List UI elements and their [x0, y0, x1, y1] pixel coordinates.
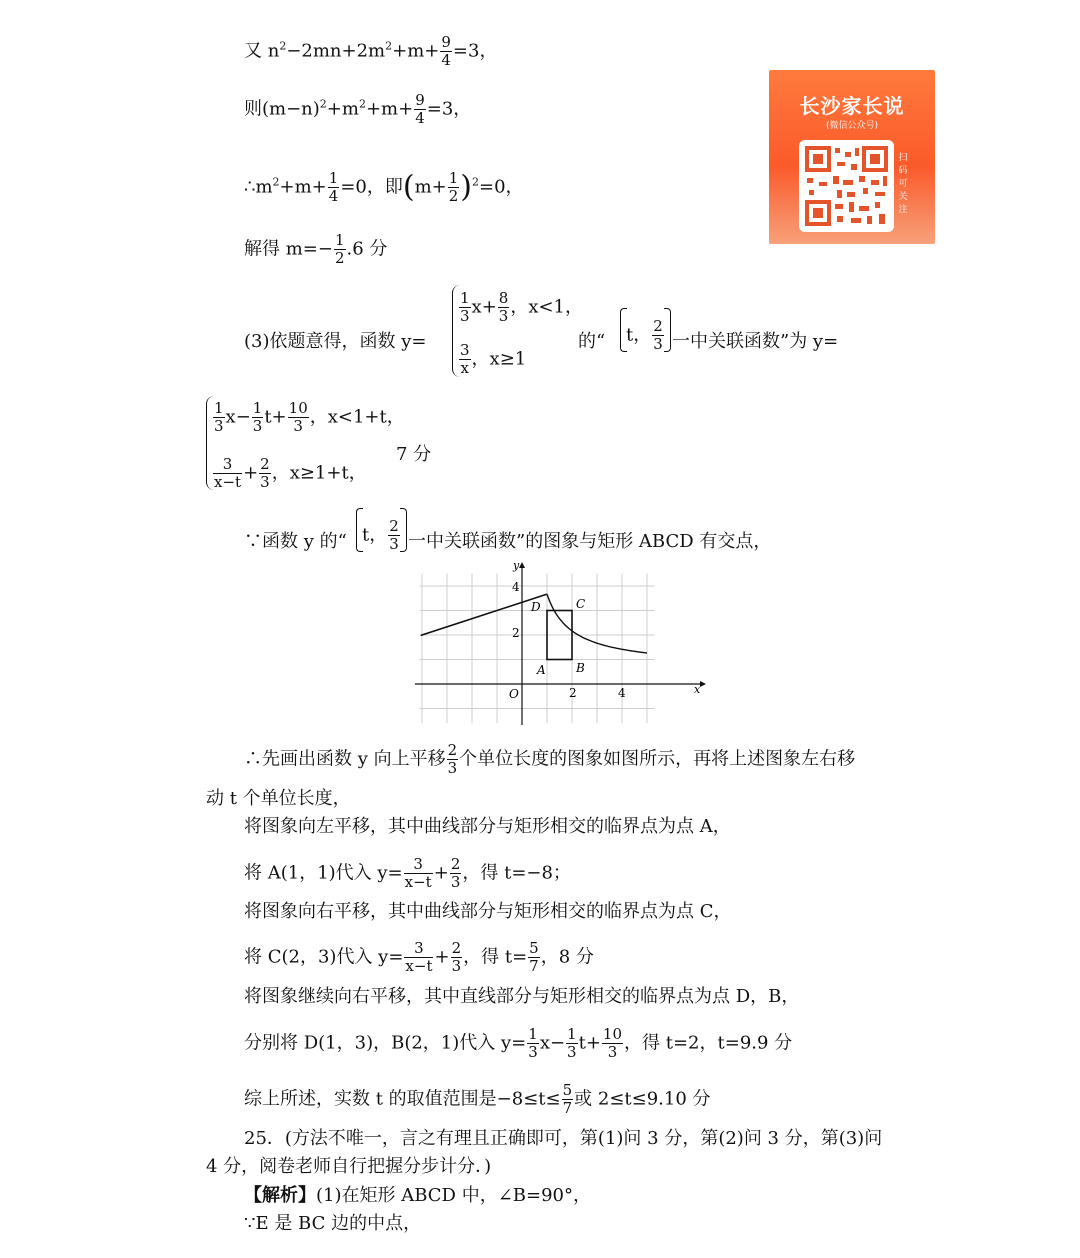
para-4	[244, 856, 571, 891]
point-label-c: C	[576, 597, 586, 611]
text: t，	[626, 324, 652, 346]
qr-ad-banner[interactable]	[769, 70, 935, 244]
fraction: $\frac{1}{3}$	[567, 1025, 577, 1061]
text: ，得 t=2，t=9.9 分	[624, 1032, 793, 1054]
tick-label-y2: 2	[512, 626, 520, 640]
para-13: ∵E 是 BC 边的中点，	[244, 1213, 422, 1234]
point-label-b: B	[576, 661, 585, 675]
point-label-d: D	[531, 600, 541, 614]
bracket-content	[626, 318, 665, 353]
fraction: $\frac{9}{4}$	[441, 33, 451, 69]
fraction: $\frac{1}{3}$	[214, 399, 224, 435]
text: ，x<1+t，	[309, 406, 405, 428]
piecewise-case-2	[458, 342, 526, 377]
tick-label-x2: 2	[569, 686, 577, 700]
text: =0，	[479, 176, 524, 198]
fraction: $\frac{1}{3}$	[528, 1025, 538, 1061]
text: 则(m−n)	[244, 98, 320, 120]
fraction: $\frac{9}{4}$	[415, 91, 425, 127]
fraction: $\frac{2}{3}$	[450, 855, 461, 891]
equation-line-1	[244, 34, 497, 69]
text: +m+	[365, 98, 414, 120]
part3-intro: (3)依题意得，函数 y=	[244, 331, 427, 352]
text: 或 2≤t≤9.10 分	[574, 1088, 711, 1110]
function-graph	[410, 560, 710, 730]
text: 又 n	[244, 40, 280, 62]
fraction: $\frac{3}{x-t}$	[404, 855, 432, 891]
text: +m	[326, 98, 359, 120]
ad-title: 长沙家长说	[799, 94, 905, 118]
text: t，	[362, 524, 388, 546]
fraction: $\frac{2}{3}$	[653, 317, 663, 353]
text: ，x≥1	[471, 348, 527, 370]
text: 2	[385, 39, 393, 53]
fraction: $\frac{5}{7}$	[529, 939, 539, 975]
fraction: $\frac{3}{x-t}$	[405, 939, 433, 975]
text: ，得 t=	[463, 946, 528, 968]
fraction: $\frac{2}{3}$	[260, 455, 270, 491]
fraction: $\frac{2}{3}$	[451, 939, 462, 975]
text: ∴m	[244, 176, 273, 198]
fraction: $\frac{1}{4}$	[328, 169, 339, 205]
piecewise-case-4	[212, 456, 367, 491]
piecewise-case-3	[212, 400, 405, 435]
para-7: 将图象继续向右平移，其中直线部分与矩形相交的临界点为点 D，B，	[244, 986, 800, 1007]
origin-label: O	[509, 687, 519, 701]
text: 一中关联函数”为 y=	[672, 331, 839, 352]
text: 的“	[578, 331, 606, 352]
analysis-tag: 【解析】	[244, 1185, 316, 1206]
text: 2	[319, 97, 327, 111]
text: 2	[272, 175, 280, 189]
para-6	[244, 940, 594, 975]
para-12	[244, 1184, 591, 1208]
fraction: $\frac{8}{3}$	[498, 289, 509, 325]
fraction: $\frac{2}{3}$	[389, 517, 399, 553]
equation-line-3: $\therefore m^2+m+$ $\frac{1}{4}$ =0，即(m+ $\frac{1}{2}$ )$^2$=0，	[244, 169, 524, 205]
text: 一中关联函数”的图象与矩形 ABCD 有交点，	[408, 531, 772, 552]
tick-label-y4: 4	[512, 580, 520, 594]
text: 分别将 D(1，3)，B(2，1)代入 y=	[244, 1032, 527, 1054]
text: .6 分	[346, 238, 388, 260]
text: 个单位长度的图象如图所示，再将上述图象左右移	[459, 748, 856, 770]
text: 2	[472, 175, 479, 189]
para-9	[244, 1082, 711, 1117]
ad-side-text: 扫码可关注	[898, 153, 908, 215]
para-3: 将图象向左平移，其中曲线部分与矩形相交的临界点为点 A，	[244, 816, 731, 837]
bracket-right	[664, 308, 671, 352]
para-10: 25．(方法不唯一，言之有理且正确即可，第(1)问 3 分，第(2)问 3 分，第(3)问	[244, 1128, 883, 1149]
text: +	[434, 946, 450, 968]
ad-subtitle: (微信公众号)	[825, 121, 879, 131]
fraction: $\frac{1}{3}$	[460, 289, 470, 325]
fraction: $\frac{1}{2}$	[448, 169, 459, 205]
text: t+	[578, 1032, 601, 1054]
text: (1)在矩形 ABCD 中，∠B=90°，	[316, 1185, 592, 1206]
text: ∴先画出函数 y 向上平移	[244, 748, 446, 770]
text: 2	[358, 97, 366, 111]
text: =3，	[452, 40, 498, 62]
linear-segment	[421, 594, 547, 635]
x-axis-label: x	[694, 683, 701, 696]
equation-line-2	[244, 92, 471, 127]
text: ，x≥1+t，	[271, 462, 367, 484]
text: +m+	[279, 176, 327, 198]
text: ，8 分	[540, 946, 594, 968]
tick-label-x4: 4	[618, 686, 626, 700]
para-11: 4 分，阅卷老师自行把握分步计分．)	[206, 1156, 492, 1177]
y-axis-arrow	[519, 562, 525, 568]
para-8	[244, 1026, 792, 1061]
text: ，得 t=−8；	[462, 862, 571, 884]
text: ，x<1，	[510, 296, 584, 318]
fraction: $\frac{10}{3}$	[602, 1025, 623, 1061]
text: x−	[539, 1032, 566, 1054]
text: +	[433, 862, 449, 884]
text: +	[243, 462, 259, 484]
text: m+	[414, 176, 447, 198]
text: x−	[225, 406, 251, 428]
equation-line-4	[244, 232, 387, 267]
fraction: $\frac{1}{2}$	[334, 231, 345, 267]
fraction: $\frac{5}{7}$	[562, 1081, 573, 1117]
text: t+	[264, 406, 287, 428]
y-axis-label: y	[513, 560, 520, 572]
fraction: $\frac{3}{x}$	[460, 341, 470, 377]
fraction: $\frac{1}{3}$	[252, 399, 263, 435]
text: 2	[279, 39, 287, 53]
bracket-right	[400, 508, 407, 552]
score-note: 7 分	[396, 444, 432, 465]
fraction: $\frac{2}{3}$	[447, 741, 458, 777]
qr-code-icon[interactable]	[799, 140, 894, 232]
piecewise-case-1	[458, 290, 583, 325]
text: 将 C(2，3)代入 y=	[244, 946, 404, 968]
bracket-content	[362, 518, 401, 553]
text: 将 A(1，1)代入 y=	[244, 862, 403, 884]
x-axis-arrow	[700, 681, 706, 687]
text: =3，	[426, 98, 472, 120]
para-5: 将图象向右平移，其中曲线部分与矩形相交的临界点为点 C，	[244, 901, 732, 922]
point-label-a: A	[537, 663, 546, 677]
fraction: $\frac{3}{x-t}$	[214, 455, 242, 491]
text: +m+	[392, 40, 440, 62]
text: −2mn+2m	[286, 40, 386, 62]
text: ∵函数 y 的“	[244, 531, 347, 552]
fraction: $\frac{10}{3}$	[288, 399, 308, 435]
text: 综上所述，实数 t 的取值范围是−8≤t≤	[244, 1088, 561, 1110]
para-2: 动 t 个单位长度，	[206, 788, 351, 809]
para-1	[244, 742, 855, 777]
text: =0，即	[340, 176, 403, 198]
text: 解得 m=−	[244, 238, 333, 260]
text: x+	[471, 296, 497, 318]
